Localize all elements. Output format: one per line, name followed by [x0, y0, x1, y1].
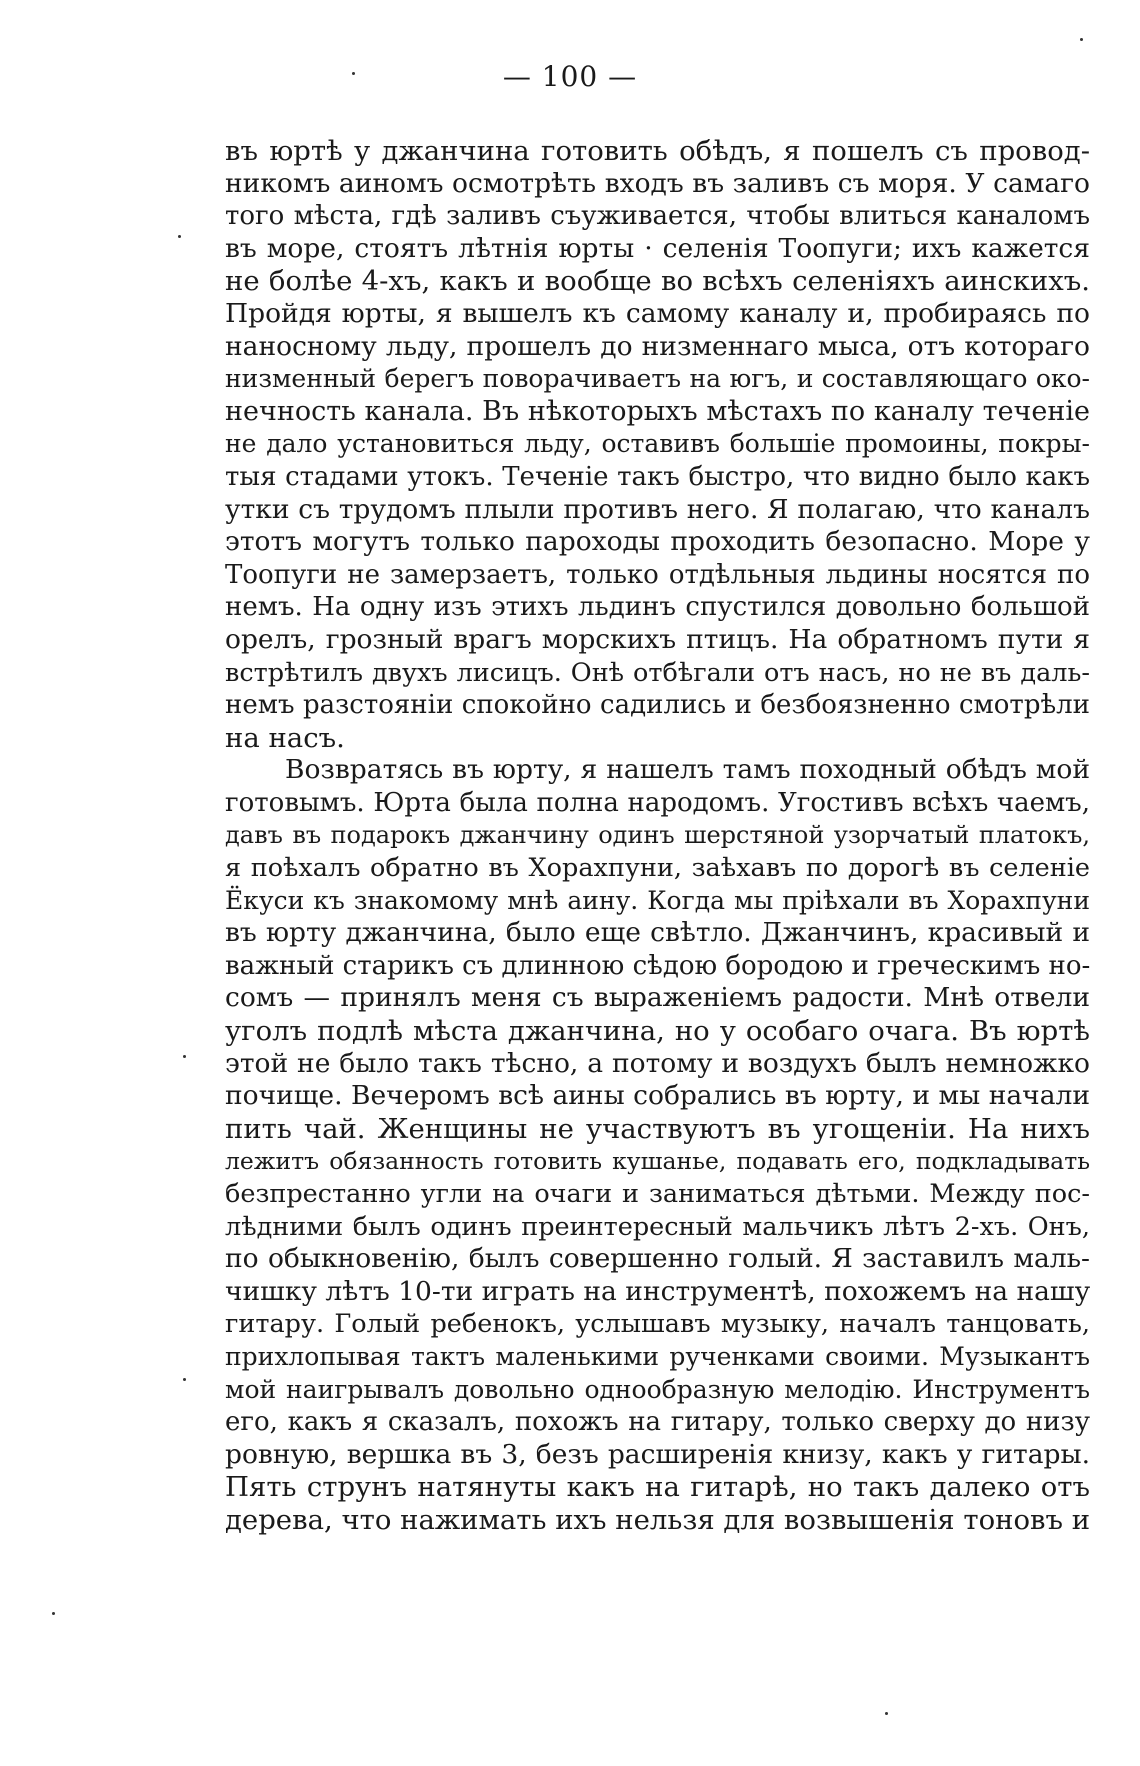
text-line: я поѣхалъ обратно въ Хорахпуни, заѣхавъ по дорогѣ въ селеніе: [225, 853, 1090, 884]
text-line: въ юртѣ у джанчина готовить обѣдъ, я пошелъ съ провод-: [225, 135, 1090, 167]
print-speck: [1080, 38, 1083, 41]
text-line: нечность канала. Въ нѣкоторыхъ мѣстахъ по каналу теченіе: [225, 395, 1090, 427]
paragraph: [225, 135, 1090, 754]
text-line: Возвратясь въ юрту, я нашелъ тамъ походный обѣдъ мой: [285, 754, 1090, 786]
text-line: наносному льду, прошелъ до низменнаго мыса, отъ котораго: [225, 330, 1090, 362]
text-line: немъ разстояніи спокойно садились и безбоязненно смотрѣли: [225, 690, 1090, 721]
text-line: на насъ.: [225, 721, 345, 754]
text-line: Пять струнъ натянуты какъ на гитарѣ, но такъ далеко отъ: [225, 1471, 1090, 1504]
text-line: немъ. На одну изъ этихъ льдинъ спустился довольно большой: [225, 592, 1090, 623]
text-line: никомъ аиномъ осмотрѣть входъ въ заливъ съ моря. У самаго: [225, 167, 1090, 199]
print-speck: [885, 1712, 888, 1715]
text-line: въ море, стоятъ лѣтнія юрты · селенія Тоопуги; ихъ кажется: [225, 232, 1090, 264]
text-line: по обыкновенію, былъ совершенно голый. Я заставилъ маль-: [225, 1243, 1090, 1275]
text-line: Пройдя юрты, я вышелъ къ самому каналу и, пробираясь по: [225, 297, 1090, 329]
text-line: ровную, вершка въ 3, безъ расширенія книзу, какъ у гитары.: [225, 1438, 1090, 1470]
text-line: лежитъ обязанность готовить кушанье, подавать его, подкладывать: [225, 1147, 1090, 1176]
text-line: этотъ могутъ только пароходы проходить безопасно. Море у: [225, 526, 1090, 558]
text-line: готовымъ. Юрта была полна народомъ. Угостивъ всѣхъ чаемъ,: [225, 787, 1090, 818]
text-line: встрѣтилъ двухъ лисицъ. Онѣ отбѣгали отъ насъ, но не въ даль-: [225, 657, 1090, 688]
text-line: низменный берегъ поворачиваетъ на югъ, и составляющаго око-: [225, 364, 1090, 394]
text-line: лѣдними былъ одинъ преинтересный мальчикъ лѣтъ 2-хъ. Онъ,: [225, 1211, 1090, 1242]
text-line: безпрестанно угли на очаги и заниматься дѣтьми. Между пос-: [225, 1179, 1090, 1209]
text-line: давъ въ подарокъ джанчину одинъ шерстяной узорчатый платокъ,: [225, 821, 1090, 850]
text-line: прихлопывая тактъ маленькими рученками своими. Музыкантъ: [225, 1341, 1090, 1371]
text-line: не болѣе 4-хъ, какъ и вообще во всѣхъ селеніяхъ аинскихъ.: [225, 265, 1090, 298]
text-line: Ёкуси къ знакомому мнѣ аину. Когда мы пріѣхали въ Хорахпуни: [225, 885, 1090, 915]
print-speck: [183, 1055, 186, 1058]
text-line: его, какъ я сказалъ, похожъ на гитару, только сверху до низу: [225, 1407, 1090, 1438]
text-line: этой не было такъ тѣсно, а потому и воздухъ былъ немножко: [225, 1047, 1090, 1079]
text-line: того мѣста, гдѣ заливъ съуживается, чтобы влиться каналомъ: [225, 201, 1090, 232]
print-speck: [178, 235, 181, 238]
body-text: [225, 135, 1090, 1537]
text-line: уголъ подлѣ мѣста джанчина, но у особаго очага. Въ юртѣ: [225, 1015, 1090, 1048]
print-speck: [183, 1378, 186, 1381]
text-line: сомъ — принялъ меня съ выраженіемъ радости. Мнѣ отвели: [225, 982, 1090, 1014]
paragraph: [225, 754, 1090, 1536]
text-line: чишку лѣтъ 10-ти играть на инструментѣ, похожемъ на нашу: [225, 1275, 1090, 1307]
text-line: дерева, что нажимать ихъ нельзя для возвышенія тоновъ и: [225, 1503, 1090, 1536]
text-line: мой наигрывалъ довольно однообразную мелодію. Инструментъ: [225, 1374, 1090, 1404]
text-line: почище. Вечеромъ всѣ аины собрались въ юрту, и мы начали: [225, 1080, 1090, 1112]
print-speck: [52, 1612, 55, 1615]
text-line: утки съ трудомъ плыли противъ него. Я полагаю, что каналъ: [225, 493, 1090, 525]
text-line: орелъ, грозный врагъ морскихъ птицъ. На обратномъ пути я: [225, 623, 1090, 655]
text-line: въ юрту джанчина, было еще свѣтло. Джанчинъ, красивый и: [225, 917, 1090, 949]
text-line: не дало установиться льду, оставивъ большіе промоины, покры-: [225, 429, 1090, 459]
text-line: тыя стадами утокъ. Теченіе такъ быстро, что видно было какъ: [225, 461, 1090, 492]
print-speck: [352, 72, 355, 75]
text-line: Тоопуги не замерзаетъ, только отдѣльныя льдины носятся по: [225, 559, 1090, 590]
page-number: — 100 —: [502, 60, 638, 93]
text-line: пить чай. Женщины не участвуютъ въ угощеніи. На нихъ: [225, 1112, 1090, 1145]
text-line: гитару. Голый ребенокъ, услышавъ музыку, началъ танцовать,: [225, 1309, 1090, 1340]
text-line: важный старикъ съ длинною сѣдою бородою и греческимъ но-: [225, 950, 1090, 981]
